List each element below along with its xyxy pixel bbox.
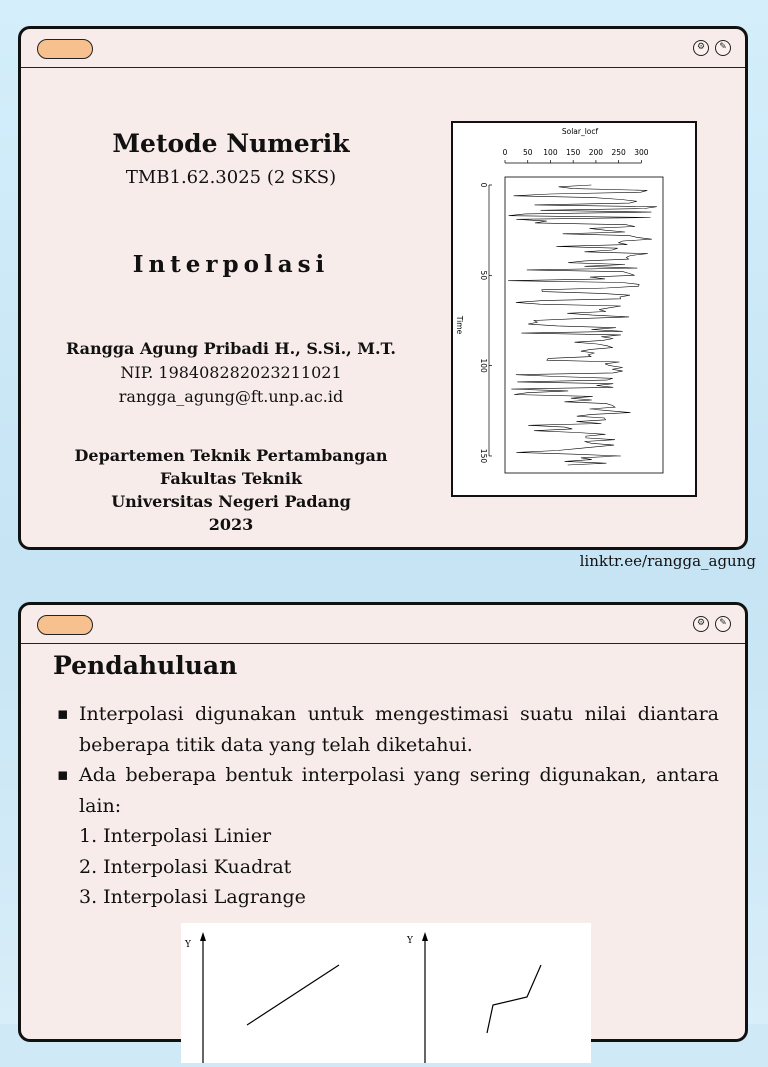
plot-box <box>505 177 663 473</box>
solar-series-line <box>508 185 657 465</box>
university-name: Universitas Negeri Padang <box>111 492 351 511</box>
x-tick-label: 150 <box>566 148 581 157</box>
affiliation-block <box>51 444 411 536</box>
bullet-item: ▪ Interpolasi digunakan untuk mengestimasi suatu nilai diantara beberapa titik data yang telah diketahui. <box>57 699 719 760</box>
solar-chart-frame <box>451 121 697 497</box>
department-name: Departemen Teknik Pertambangan <box>74 446 388 465</box>
x-tick-label: 250 <box>611 148 626 157</box>
interpolation-diagram <box>181 923 591 1063</box>
bullet-item: ▪ Ada beberapa bentuk interpolasi yang sering digunakan, antara lain: <box>57 760 719 821</box>
author-email: rangga_agung@ft.unp.ac.id <box>118 387 344 406</box>
linktree-link[interactable]: linktr.ee/rangga_agung <box>579 552 756 570</box>
slide-tab-pill <box>37 39 93 59</box>
x-tick-label: 100 <box>543 148 558 157</box>
title-slide <box>18 26 748 550</box>
chart-title: Solar_locf <box>561 127 599 136</box>
linear-line <box>247 965 339 1025</box>
faculty-name: Fakultas Teknik <box>159 469 303 488</box>
gear-icon: ⚙ <box>693 40 709 56</box>
bullet-list <box>57 699 719 913</box>
x-tick-label: 300 <box>634 148 649 157</box>
intro-slide <box>18 602 748 1042</box>
author-nip: NIP. 198408282023211021 <box>120 363 342 382</box>
arrow-icon <box>200 932 206 941</box>
course-code: TMB1.62.3025 (2 SKS) <box>125 167 337 188</box>
section-heading: Pendahuluan <box>53 651 238 680</box>
x-tick-label: 0 <box>502 148 508 157</box>
piecewise-line <box>487 965 541 1033</box>
y-tick-label: 50 <box>479 270 488 281</box>
slide-header-bar <box>21 605 745 644</box>
slide-header-bar <box>21 29 745 68</box>
arrow-icon <box>422 932 428 941</box>
slide-tab-pill <box>37 615 93 635</box>
author-name: Rangga Agung Pribadi H., S.Si., M.T. <box>66 339 396 358</box>
solar-chart <box>453 123 694 494</box>
x-tick-label: 200 <box>588 148 604 157</box>
y-tick-label: 100 <box>479 358 488 373</box>
numbered-item: 2. Interpolasi Kuadrat <box>79 855 292 878</box>
edit-icon: ✎ <box>715 40 731 56</box>
y-axis-label-right: Y <box>407 936 413 946</box>
edit-icon: ✎ <box>715 616 731 632</box>
course-title: Metode Numerik <box>112 129 350 158</box>
y-axis-label: Time <box>455 315 464 335</box>
numbered-item: 3. Interpolasi Lagrange <box>79 886 306 908</box>
y-axis-label-left: Y <box>185 940 191 950</box>
year: 2023 <box>208 515 254 534</box>
y-tick-label: 0 <box>479 182 488 188</box>
x-tick-label: 50 <box>522 148 533 157</box>
gear-icon: ⚙ <box>693 616 709 632</box>
y-tick-label: 150 <box>479 448 488 464</box>
numbered-item: 1. Interpolasi Linier <box>79 825 272 847</box>
interpolation-figure <box>181 923 591 1063</box>
topic-title: Interpolasi <box>132 251 330 278</box>
